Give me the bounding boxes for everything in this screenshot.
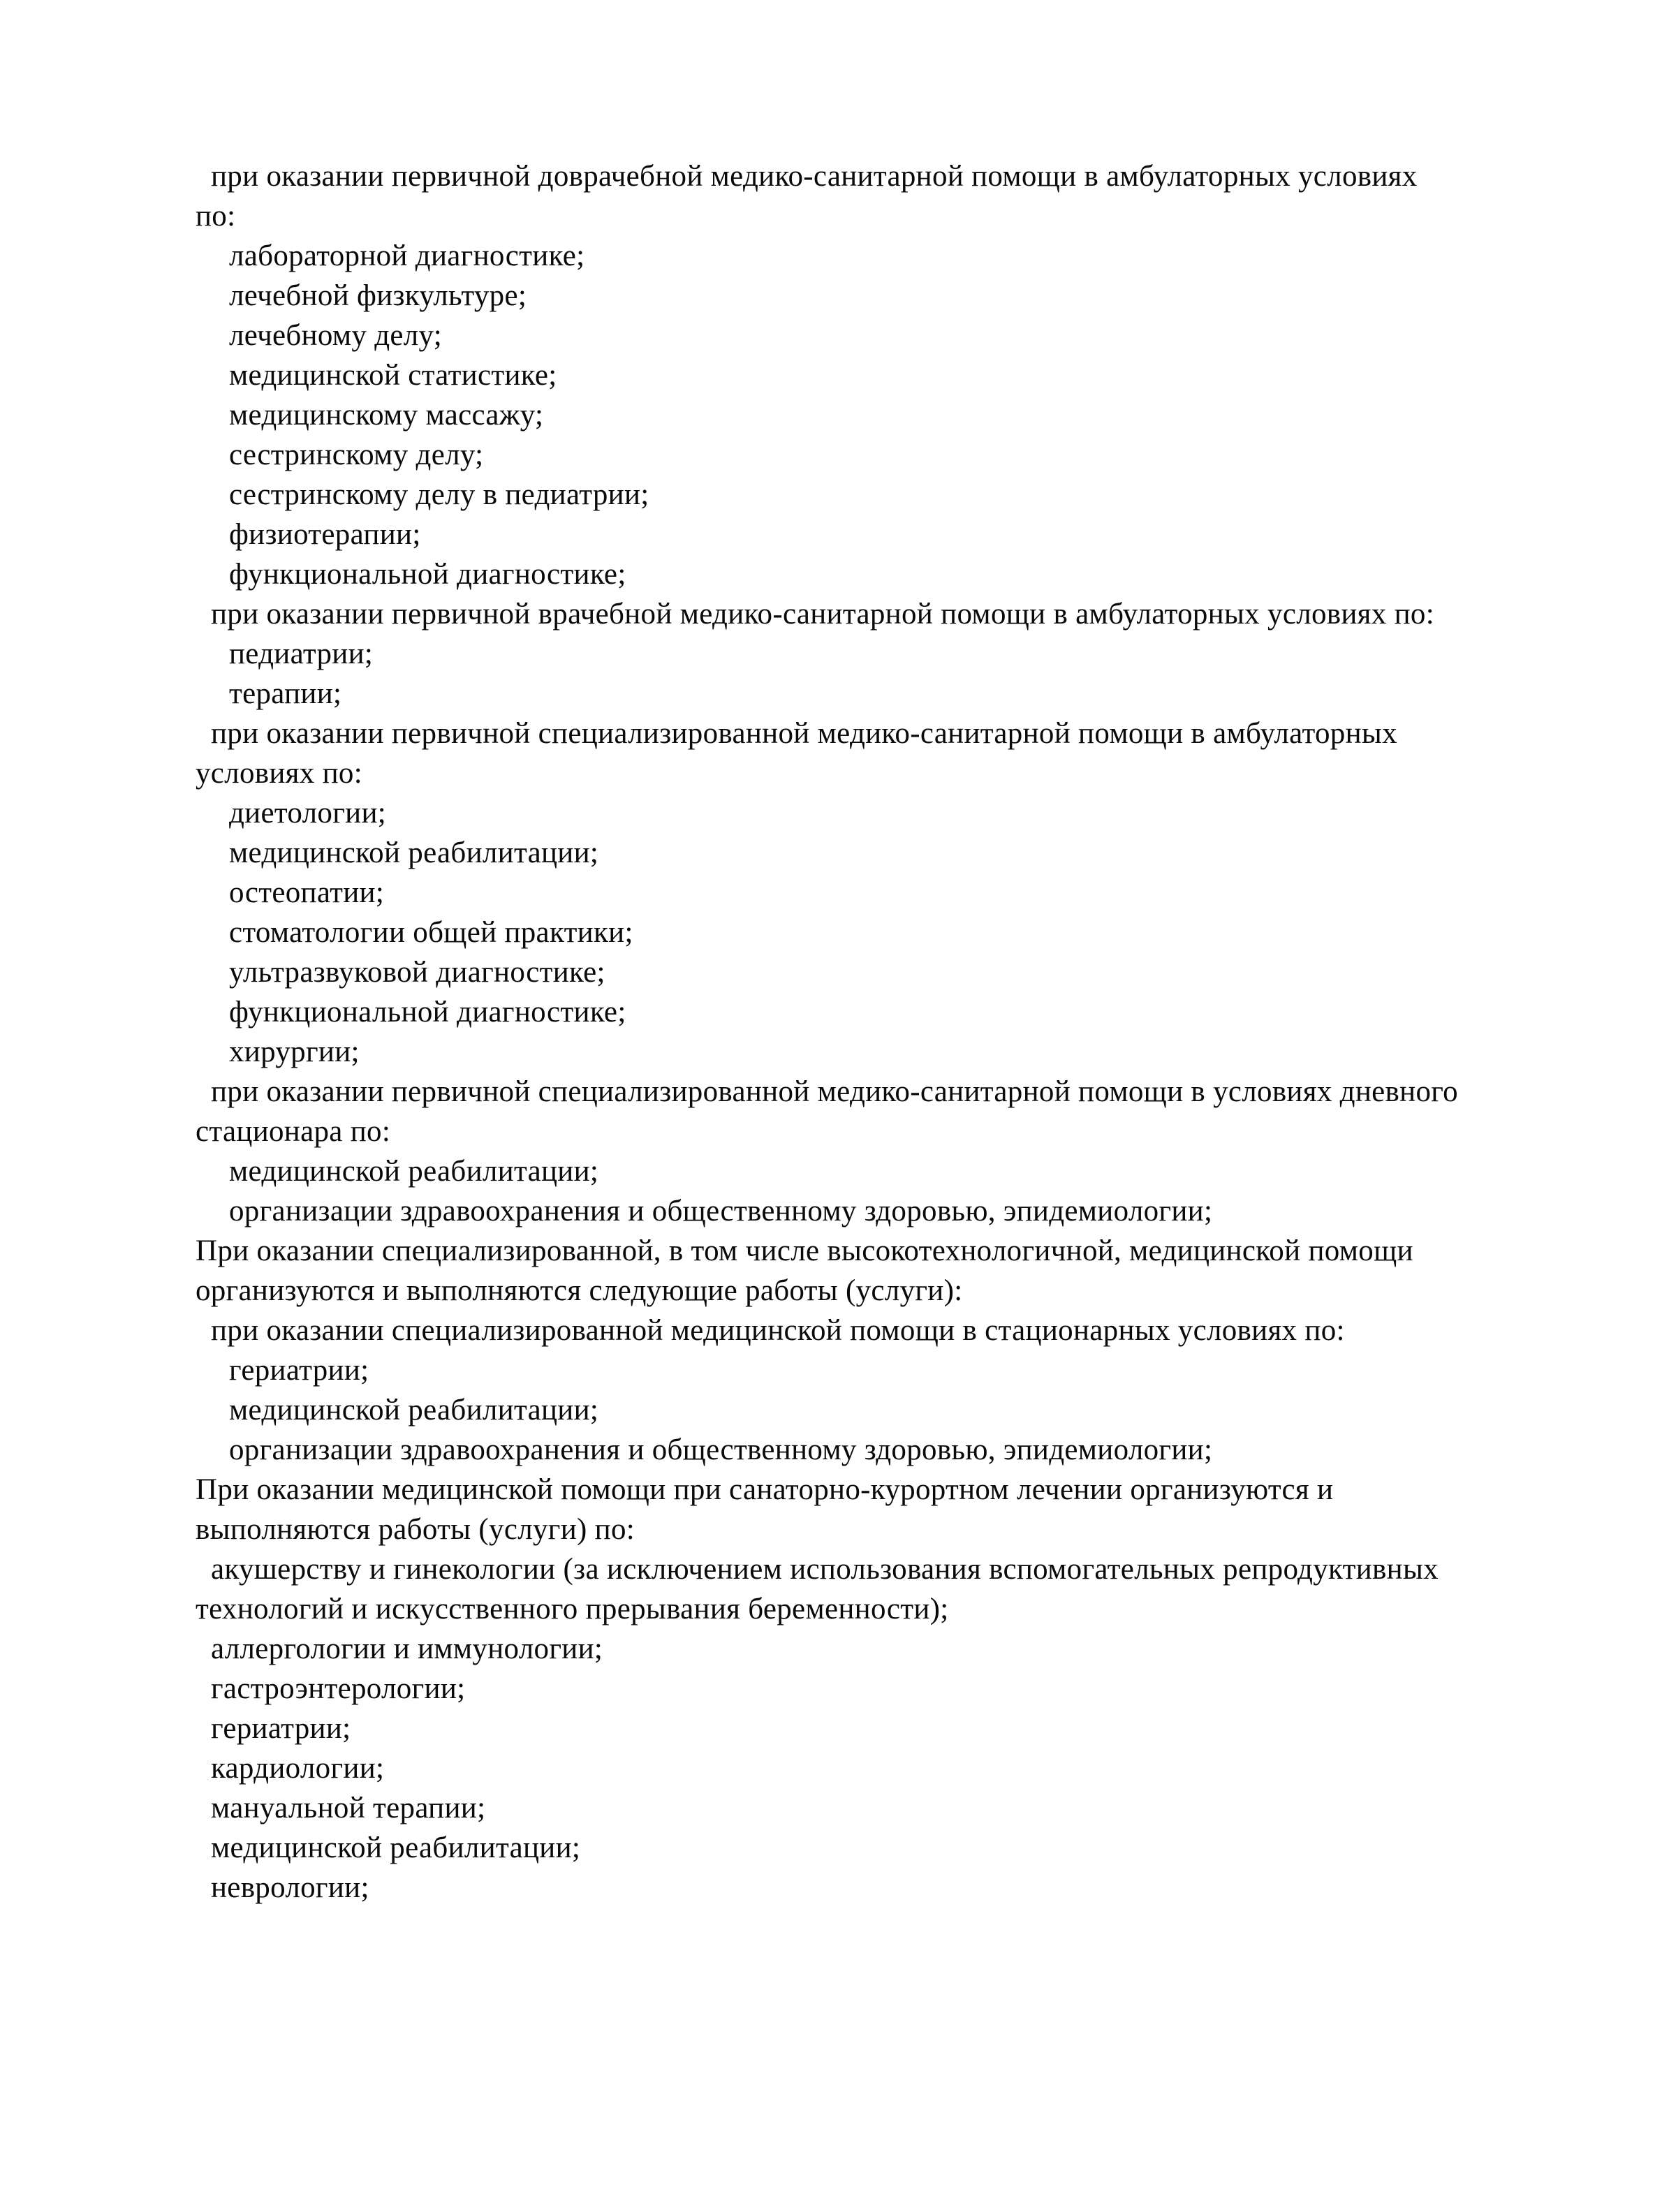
document-line: сестринскому делу;	[229, 438, 484, 471]
document-line: лечебному делу;	[229, 319, 443, 352]
document-line: сестринскому делу в педиатрии;	[229, 478, 649, 511]
document-line: при оказании специализированной медицинской помощи в стационарных условиях по:	[211, 1314, 1345, 1347]
document-line: педиатрии;	[229, 637, 374, 670]
document-line: организации здравоохранения и общественному здоровью, эпидемиологии;	[229, 1433, 1213, 1466]
document-line: выполняются работы (услуги) по:	[196, 1513, 635, 1546]
document-line: остеопатии;	[229, 876, 385, 909]
document-line: физиотерапии;	[229, 518, 421, 551]
document-line: медицинской реабилитации;	[229, 1155, 599, 1188]
document-line: при оказании первичной специализированной медико-санитарной помощи в условиях дневного	[211, 1075, 1458, 1108]
document-line: стационара по:	[196, 1115, 391, 1148]
document-line: при оказании первичной специализированной медико-санитарной помощи в амбулаторных	[211, 717, 1397, 750]
document-line: функциональной диагностике;	[229, 996, 626, 1028]
document-line: мануальной терапии;	[211, 1792, 486, 1824]
document-line: медицинскому массажу;	[229, 399, 544, 432]
document-line: организуются и выполняются следующие работы (услуги):	[196, 1274, 963, 1307]
document-line: медицинской реабилитации;	[229, 836, 599, 869]
document-line: При оказании медицинской помощи при санаторно-курортном лечении организуются и	[196, 1473, 1334, 1506]
document-line: гериатрии;	[211, 1712, 351, 1745]
document-line: медицинской реабилитации;	[211, 1831, 581, 1864]
document-line: терапии;	[229, 677, 342, 710]
document-line: неврологии;	[211, 1871, 369, 1904]
document-line: по:	[196, 200, 236, 233]
document-line: стоматологии общей практики;	[229, 916, 633, 949]
document-line: условиях по:	[196, 757, 362, 790]
document-line: гериатрии;	[229, 1354, 369, 1387]
document-line: аллергологии и иммунологии;	[211, 1632, 603, 1665]
document-text-block	[0, 156, 1662, 1908]
document-line: медицинской статистике;	[229, 359, 557, 392]
document-line: технологий и искусственного прерывания беременности);	[196, 1593, 949, 1625]
document-line: функциональной диагностике;	[229, 558, 626, 591]
document-line: лабораторной диагностике;	[229, 239, 585, 272]
document-line: организации здравоохранения и общественному здоровью, эпидемиологии;	[229, 1195, 1213, 1227]
document-line: при оказании первичной доврачебной медико-санитарной помощи в амбулаторных условиях	[211, 160, 1418, 193]
document-line: лечебной физкультуре;	[229, 279, 527, 312]
document-line: При оказании специализированной, в том числе высокотехнологичной, медицинской помощи	[196, 1234, 1413, 1267]
document-line: хирургии;	[229, 1035, 360, 1068]
document-line: кардиологии;	[211, 1752, 385, 1785]
document-line: диетологии;	[229, 797, 386, 830]
document-line: при оказании первичной врачебной медико-санитарной помощи в амбулаторных условиях по:	[211, 598, 1434, 631]
document-line: акушерству и гинекологии (за исключением использования вспомогательных репродуктивных	[211, 1553, 1439, 1586]
document-line: медицинской реабилитации;	[229, 1394, 599, 1426]
document-line: гастроэнтерологии;	[211, 1672, 466, 1705]
document-line: ультразвуковой диагностике;	[229, 956, 605, 989]
